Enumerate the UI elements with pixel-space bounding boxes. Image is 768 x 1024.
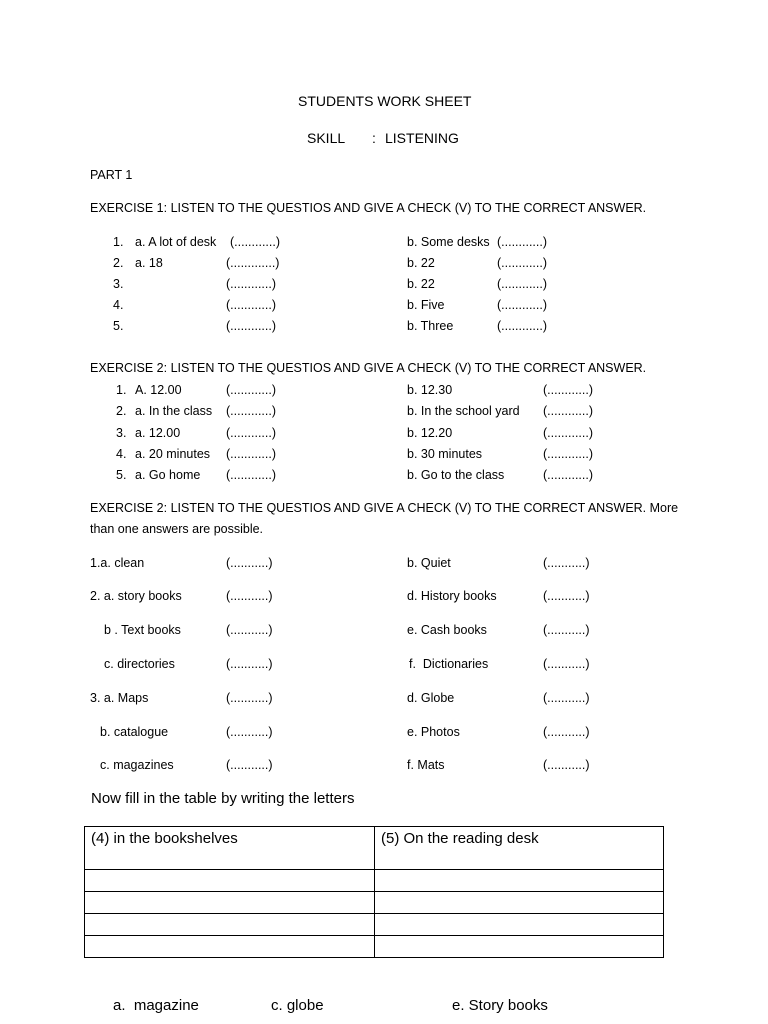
item-number: 3. bbox=[113, 277, 124, 291]
option-a: b . Text books bbox=[104, 623, 181, 637]
answer-blank-b[interactable]: (............) bbox=[543, 468, 593, 482]
answer-blank-a[interactable]: (............) bbox=[230, 235, 280, 249]
answer-cell[interactable] bbox=[85, 870, 375, 892]
item-number: 2. bbox=[116, 404, 127, 418]
answer-blank-a[interactable]: (...........) bbox=[226, 623, 273, 637]
fill-table-instruction: Now fill in the table by writing the letters bbox=[91, 790, 355, 807]
option-b: f. Dictionaries bbox=[409, 657, 489, 671]
option-a: a. 18 bbox=[135, 256, 163, 270]
answer-blank-b[interactable]: (...........) bbox=[543, 556, 590, 570]
answer-blank-b[interactable]: (............) bbox=[497, 277, 547, 291]
answer-blank-b[interactable]: (............) bbox=[497, 298, 547, 312]
option-a: a. In the class bbox=[135, 404, 213, 418]
answer-cell[interactable] bbox=[375, 914, 664, 936]
answer-blank-b[interactable]: (...........) bbox=[543, 691, 590, 705]
option-b: d. Globe bbox=[407, 691, 455, 705]
option-a: 2. a. story books bbox=[90, 589, 182, 603]
option-b: b. In the school yard bbox=[407, 404, 520, 418]
answer-blank-a[interactable]: (............) bbox=[226, 298, 276, 312]
option-b: b. 22 bbox=[407, 277, 435, 291]
option-item: a. magazine bbox=[113, 997, 199, 1014]
answer-blank-a[interactable]: (............) bbox=[226, 319, 276, 333]
answer-blank-b[interactable]: (............) bbox=[543, 426, 593, 440]
worksheet-title: STUDENTS WORK SHEET bbox=[298, 93, 472, 109]
answer-blank-b[interactable]: (...........) bbox=[543, 623, 590, 637]
answer-cell[interactable] bbox=[85, 914, 375, 936]
part-heading: PART 1 bbox=[90, 168, 133, 182]
skill-separator: : bbox=[372, 130, 376, 146]
option-item: e. Story books bbox=[452, 997, 548, 1014]
item-number: 2. bbox=[113, 256, 124, 270]
table-row bbox=[85, 892, 664, 914]
item-number: 3. bbox=[116, 426, 127, 440]
table-row bbox=[85, 936, 664, 958]
answer-blank-a[interactable]: (...........) bbox=[226, 725, 273, 739]
option-b: e. Photos bbox=[407, 725, 460, 739]
option-a: c. directories bbox=[104, 657, 175, 671]
answer-table bbox=[84, 826, 664, 958]
option-a: 1.a. clean bbox=[90, 556, 145, 570]
item-number: 1. bbox=[113, 235, 124, 249]
option-a: c. magazines bbox=[100, 758, 174, 772]
table-row bbox=[85, 914, 664, 936]
answer-cell[interactable] bbox=[375, 870, 664, 892]
option-b: d. History books bbox=[407, 589, 497, 603]
answer-blank-a[interactable]: (............) bbox=[226, 277, 276, 291]
answer-blank-b[interactable]: (............) bbox=[543, 447, 593, 461]
item-number: 4. bbox=[116, 447, 127, 461]
exercise-3-instruction-line2: than one answers are possible. bbox=[90, 522, 264, 536]
option-a: a. A lot of desk bbox=[135, 235, 217, 249]
answer-blank-b[interactable]: (...........) bbox=[543, 758, 590, 772]
answer-blank-b[interactable]: (...........) bbox=[543, 589, 590, 603]
item-number: 4. bbox=[113, 298, 124, 312]
exercise-2-instruction: EXERCISE 2: LISTEN TO THE QUESTIOS AND GIVE A CHECK (V) TO THE CORRECT ANSWER. bbox=[90, 361, 647, 375]
answer-blank-a[interactable]: (.............) bbox=[226, 256, 280, 270]
answer-blank-a[interactable]: (...........) bbox=[226, 556, 273, 570]
option-b: e. Cash books bbox=[407, 623, 487, 637]
skill-label: SKILL bbox=[307, 130, 346, 146]
item-number: 5. bbox=[113, 319, 124, 333]
answer-blank-a[interactable]: (...........) bbox=[226, 691, 273, 705]
option-b: b. Five bbox=[407, 298, 445, 312]
option-b: b. Go to the class bbox=[407, 468, 505, 482]
option-b: b. Three bbox=[407, 319, 454, 333]
header-bookshelves: (4) in the bookshelves bbox=[85, 827, 375, 870]
answer-blank-b[interactable]: (...........) bbox=[543, 657, 590, 671]
option-b: b. Some desks bbox=[407, 235, 490, 249]
option-b: f. Mats bbox=[407, 758, 445, 772]
option-a: b. catalogue bbox=[100, 725, 169, 739]
table-row bbox=[85, 870, 664, 892]
option-item: c. globe bbox=[271, 997, 324, 1014]
option-a: 3. a. Maps bbox=[90, 691, 149, 705]
answer-cell[interactable] bbox=[375, 936, 664, 958]
option-a: a. Go home bbox=[135, 468, 201, 482]
answer-blank-b[interactable]: (...........) bbox=[543, 725, 590, 739]
answer-blank-a[interactable]: (............) bbox=[226, 383, 276, 397]
answer-blank-a[interactable]: (............) bbox=[226, 468, 276, 482]
option-a: a. 12.00 bbox=[135, 426, 181, 440]
option-a: A. 12.00 bbox=[135, 383, 182, 397]
exercise-3-instruction-line1: EXERCISE 2: LISTEN TO THE QUESTIOS AND GIVE A CHECK (V) TO THE CORRECT ANSWER. More bbox=[90, 501, 679, 515]
answer-blank-a[interactable]: (............) bbox=[226, 447, 276, 461]
answer-blank-b[interactable]: (............) bbox=[497, 235, 547, 249]
answer-blank-a[interactable]: (............) bbox=[226, 404, 276, 418]
answer-blank-b[interactable]: (............) bbox=[497, 256, 547, 270]
answer-blank-a[interactable]: (............) bbox=[226, 426, 276, 440]
option-b: b. 30 minutes bbox=[407, 447, 483, 461]
item-number: 1. bbox=[116, 383, 127, 397]
option-b: b. Quiet bbox=[407, 556, 451, 570]
answer-cell[interactable] bbox=[85, 892, 375, 914]
option-a: a. 20 minutes bbox=[135, 447, 211, 461]
option-b: b. 12.30 bbox=[407, 383, 453, 397]
answer-cell[interactable] bbox=[375, 892, 664, 914]
answer-blank-a[interactable]: (...........) bbox=[226, 758, 273, 772]
item-number: 5. bbox=[116, 468, 127, 482]
table-header-row bbox=[85, 827, 664, 870]
answer-blank-b[interactable]: (............) bbox=[543, 383, 593, 397]
skill-value: LISTENING bbox=[385, 130, 459, 146]
answer-blank-a[interactable]: (...........) bbox=[226, 657, 273, 671]
answer-blank-b[interactable]: (............) bbox=[543, 404, 593, 418]
answer-blank-b[interactable]: (............) bbox=[497, 319, 547, 333]
option-b: b. 12.20 bbox=[407, 426, 453, 440]
answer-blank-a[interactable]: (...........) bbox=[226, 589, 273, 603]
exercise-1-instruction: EXERCISE 1: LISTEN TO THE QUESTIOS AND GIVE A CHECK (V) TO THE CORRECT ANSWER. bbox=[90, 201, 647, 215]
header-reading-desk: (5) On the reading desk bbox=[375, 827, 664, 870]
answer-cell[interactable] bbox=[85, 936, 375, 958]
option-b: b. 22 bbox=[407, 256, 435, 270]
